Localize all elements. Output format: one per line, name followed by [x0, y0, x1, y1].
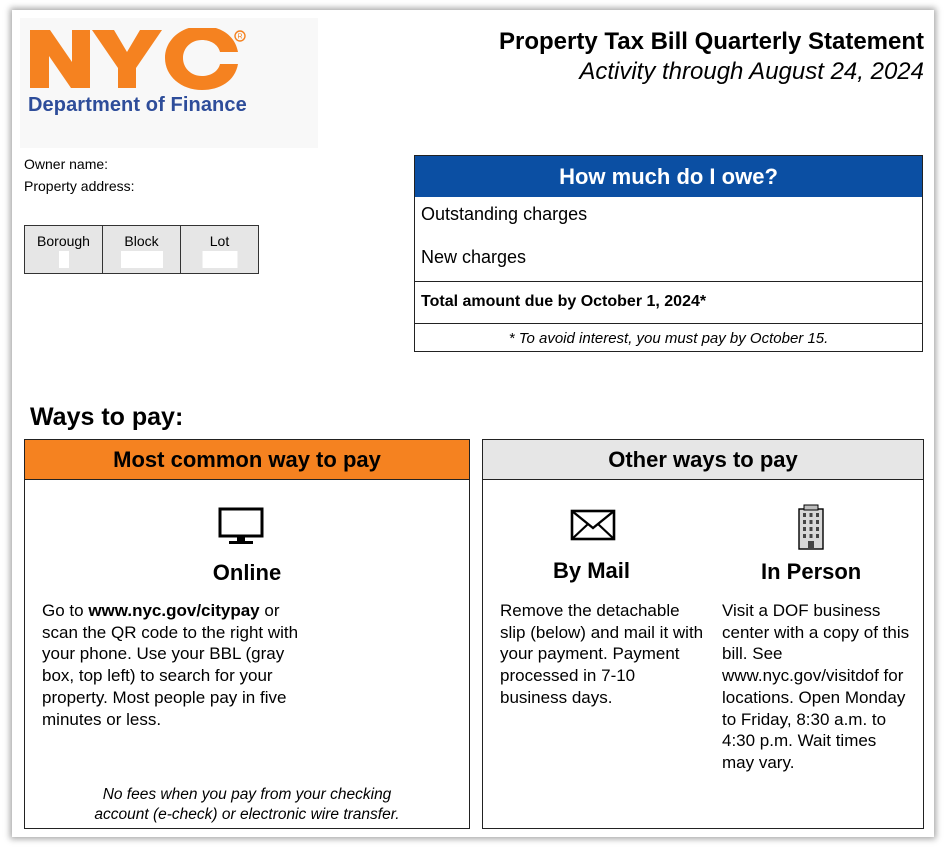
lot-label: Lot	[209, 233, 230, 249]
page-subtitle: Activity through August 24, 2024	[579, 58, 924, 85]
envelope-icon	[570, 509, 616, 541]
by-mail-instructions: Remove the detachable slip (below) and mail it with your payment. Payment processed in 7-10 business days.	[500, 601, 704, 707]
page-title: Property Tax Bill Quarterly Statement	[498, 28, 924, 55]
online-instructions	[42, 600, 302, 730]
fee-note-line-2: account (e-check) or electronic wire transfer.	[94, 806, 400, 823]
property-address-label: Property address:	[24, 178, 135, 194]
borough-label: Borough	[37, 233, 90, 249]
block-label: Block	[124, 233, 159, 249]
svg-text:R: R	[237, 33, 243, 41]
borough-value	[59, 251, 69, 268]
amount-owed-box	[414, 155, 923, 352]
interest-note: * To avoid interest, you must pay by October 15.	[508, 330, 829, 347]
divider	[415, 323, 922, 324]
in-person-title: In Person	[761, 559, 862, 584]
bbl-lot	[181, 226, 258, 273]
nyc-dof-logo	[20, 18, 318, 148]
owner-name-label: Owner name:	[24, 156, 109, 172]
other-ways-heading: Other ways to pay	[483, 440, 923, 480]
owe-heading: How much do I owe?	[415, 156, 922, 197]
most-common-panel	[24, 439, 470, 829]
block-value	[121, 251, 163, 268]
bbl-block	[103, 226, 181, 273]
online-body: or scan the QR code to the right with your phone. Use your BBL (gray box, top left) to search for your property. Most people pay in five minutes or less.	[42, 601, 299, 729]
online-prefix: Go to	[42, 601, 89, 620]
monitor-icon	[218, 507, 264, 547]
citypay-link[interactable]: www.nyc.gov/citypay	[88, 601, 260, 620]
online-title: Online	[212, 560, 282, 585]
new-charges-label: New charges	[421, 247, 527, 267]
lot-value	[202, 251, 237, 268]
other-ways-panel	[482, 439, 924, 829]
divider	[415, 281, 922, 282]
agency-name: Department of Finance	[28, 94, 247, 116]
fee-note	[25, 785, 469, 825]
in-person-instructions: Visit a DOF business center with a copy of this bill. See www.nyc.gov/visitdof for locations. Open Monday to Friday, 8:30 a.m. to 4:30 p.m. Wait times may vary.	[722, 601, 910, 772]
building-icon	[795, 503, 827, 551]
nyc-logo-icon	[28, 28, 248, 90]
total-due-label: Total amount due by October 1, 2024*	[421, 293, 707, 310]
fee-note-line-1: No fees when you pay from your checking	[102, 786, 392, 803]
ways-to-pay-heading: Ways to pay:	[30, 403, 184, 431]
outstanding-charges-label: Outstanding charges	[421, 204, 588, 224]
most-common-heading: Most common way to pay	[25, 440, 469, 480]
bbl-borough	[25, 226, 103, 273]
by-mail-title: By Mail	[553, 558, 631, 583]
bbl-box	[24, 225, 259, 274]
